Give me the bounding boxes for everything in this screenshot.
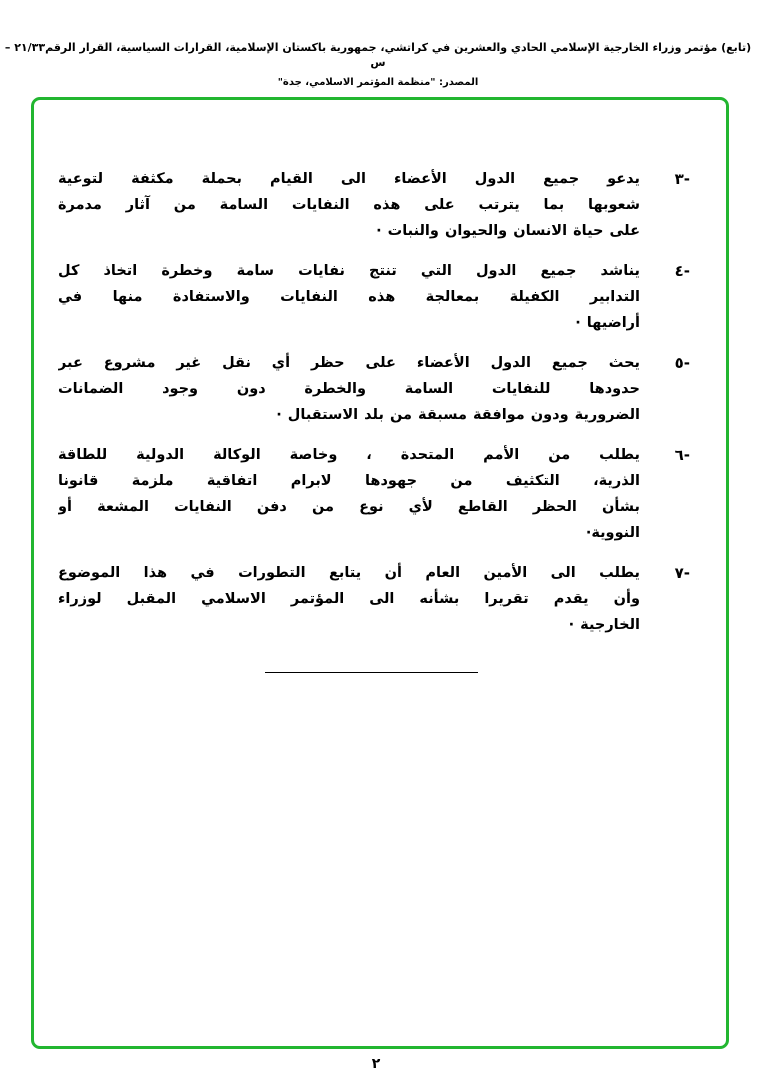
text-line: الضرورية ودون موافقة مسبقة من بلد الاستقبال · <box>276 407 640 423</box>
text-line: على حياة الانسان والحيوان والنبات · <box>376 223 640 239</box>
text-line: بشأن الحظر القاطع لأي نوع من دفن النفايات المشعة أو <box>58 499 640 515</box>
text-line: التدابير الكفيلة بمعالجة هذه النفايات والاستفادة منها في <box>58 289 640 305</box>
clause-text <box>58 442 640 546</box>
clause-number: -٦ <box>674 446 690 464</box>
clause-number: -٤ <box>674 262 690 280</box>
text-line: الذرية، التكثيف من جهودها لابرام اتفاقية ملزمة قانونا <box>58 473 640 489</box>
text-line: يناشد جميع الدول التي تنتج نفايات سامة وخطرة اتخاذ كل <box>58 263 640 279</box>
clause-4 <box>58 258 690 336</box>
clause-7 <box>58 560 690 638</box>
text-line: يطلب من الأمم المتحدة ، وخاصة الوكالة الدولية للطاقة <box>58 447 640 463</box>
document-header <box>4 40 752 90</box>
text-line: يطلب الى الأمين العام أن يتابع التطورات في هذا الموضوع <box>58 565 640 581</box>
separator-line <box>265 672 478 673</box>
text-line: النووية· <box>585 525 640 541</box>
text-line: الخارجية · <box>568 617 640 633</box>
text-line: أراضيها · <box>575 315 640 331</box>
document-header-title: (تابع) مؤتمر وزراء الخارجية الإسلامي الحادي والعشرين في كراتشي، جمهورية باكستان الإسلامية، القرارات السياسية، القرار الرقم٢١/٣٣ – س <box>4 41 752 69</box>
clause-text <box>58 560 640 638</box>
text-line: يدعو جميع الدول الأعضاء الى القيام بحملة مكثفة لتوعية <box>58 171 640 187</box>
text-line: شعوبها بما يترتب على هذه النفايات السامة من آثار مدمرة <box>58 197 640 213</box>
clause-number: -٣ <box>674 170 690 188</box>
text-line: حدودها للنفايات السامة والخطرة دون وجود الضمانات <box>58 381 640 397</box>
text-line: يحث جميع الدول الأعضاء على حظر أي نقل غير مشروع عبر <box>58 355 640 371</box>
clause-5 <box>58 350 690 428</box>
clause-text <box>58 258 640 336</box>
clause-number: -٧ <box>674 564 690 582</box>
document-source: المصدر: "منظمة المؤتمر الاسلامي، جدة" <box>277 77 479 88</box>
text-line: وأن يقدم تقريرا بشأنه الى المؤتمر الاسلامي المقبل لوزراء <box>58 591 640 607</box>
resolution-clauses <box>58 166 690 652</box>
clause-3 <box>58 166 690 244</box>
clause-text <box>58 166 640 244</box>
clause-text <box>58 350 640 428</box>
clause-6 <box>58 442 690 546</box>
clause-number: -٥ <box>674 354 690 372</box>
page-number: ٢ <box>371 1056 381 1072</box>
